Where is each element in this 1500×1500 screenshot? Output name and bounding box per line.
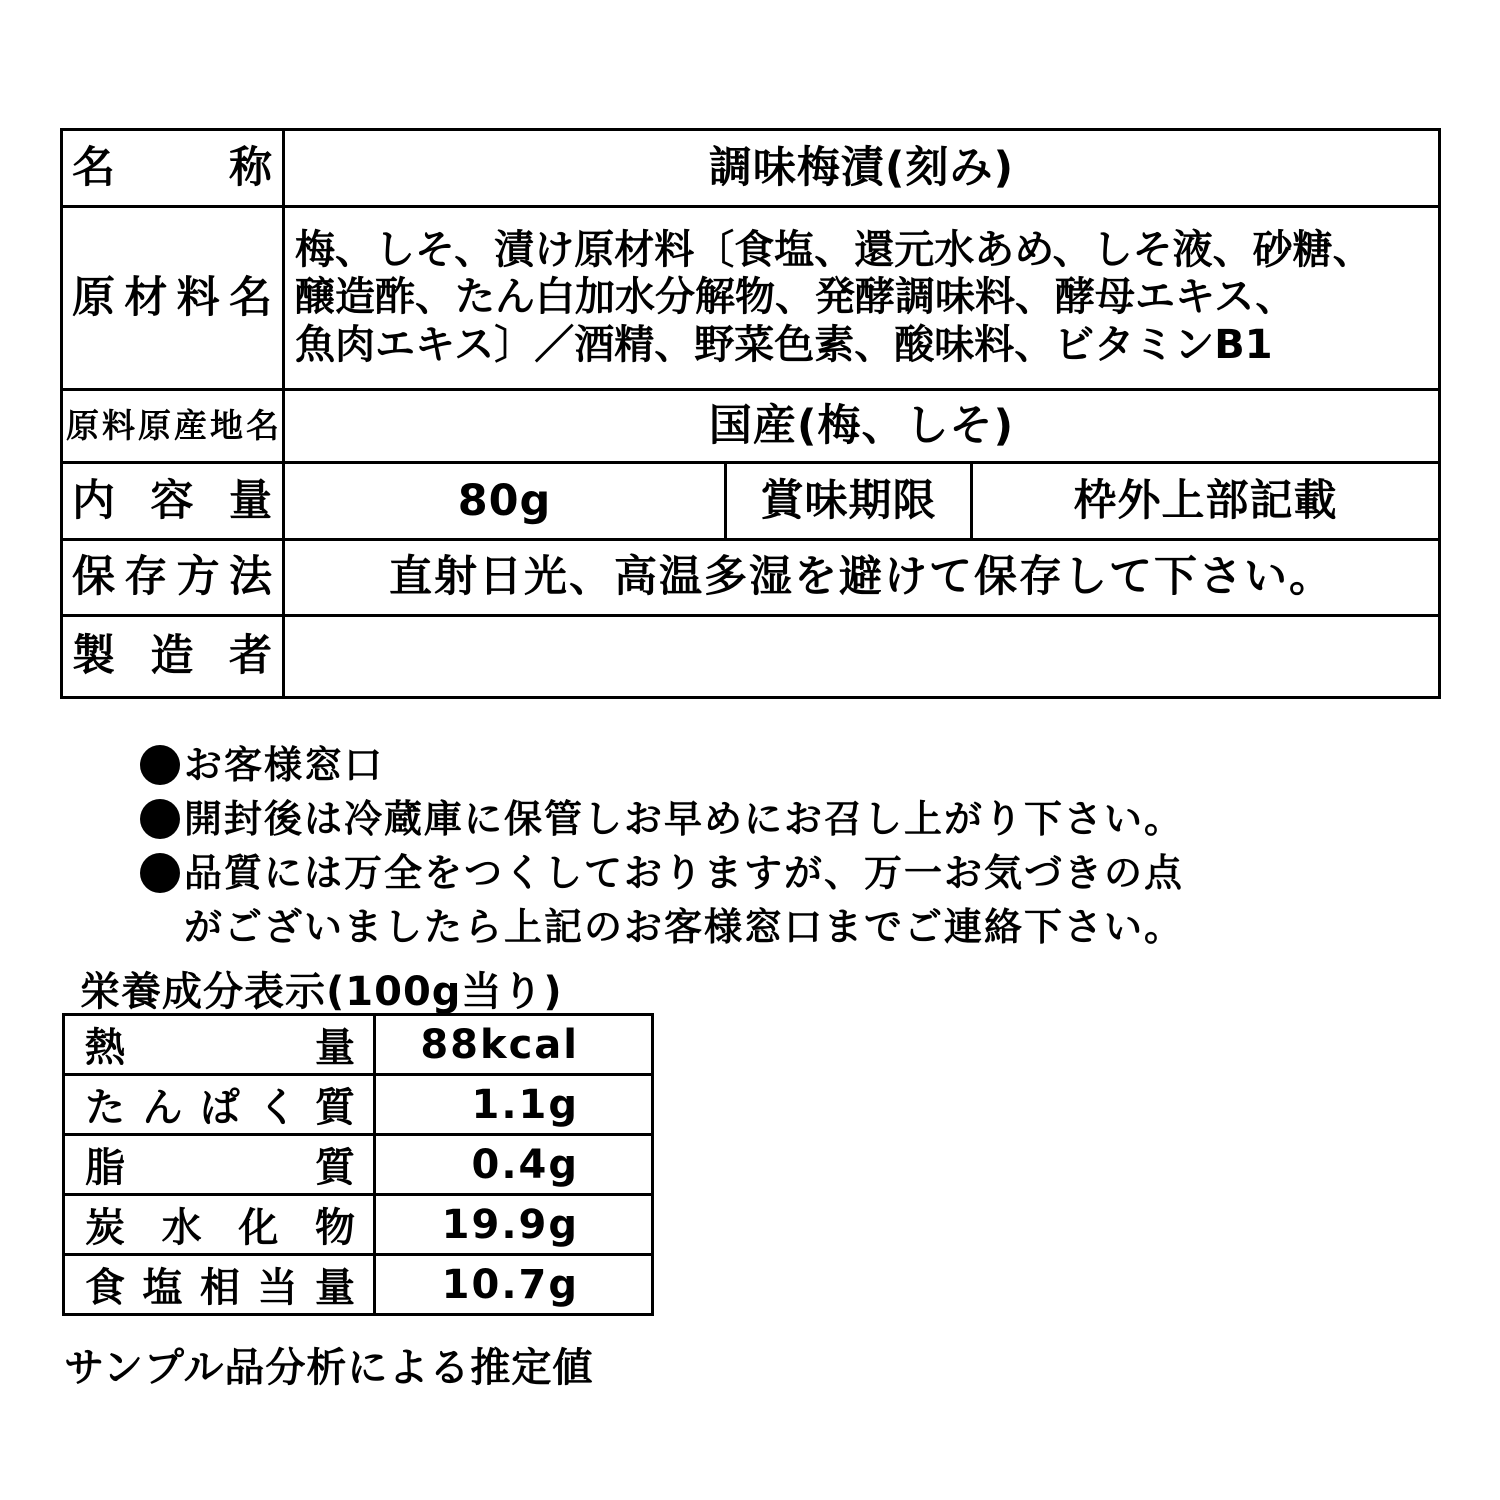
nutrition-value: 88kcal: [375, 1015, 653, 1075]
notes-section: [140, 738, 1430, 954]
origin-label: 原料原産地名: [62, 390, 284, 463]
note-text: 開封後は冷蔵庫に保管しお早めにお召し上がり下さい。: [184, 797, 1185, 841]
note-item: [140, 846, 1430, 900]
indent-spacer: [140, 900, 184, 954]
maker-label: 製造者: [62, 616, 284, 698]
nutrition-label: 食塩相当量: [64, 1255, 375, 1315]
nutrition-table: [62, 1013, 654, 1316]
content-label: 内容量: [62, 463, 284, 540]
nutrition-footnote: サンプル品分析による推定値: [64, 1345, 594, 1391]
name-value: 調味梅漬(刻み): [284, 130, 1440, 207]
nutrition-row: [64, 1135, 653, 1195]
note-item: [140, 738, 1430, 792]
nutrition-value: 1.1g: [375, 1075, 653, 1135]
content-value: 80g: [284, 463, 726, 540]
label-row-ingredients: [62, 207, 1440, 390]
ingredients-line: 魚肉エキス〕／酒精、野菜色素、酸味料、ビタミンB1: [295, 321, 1273, 368]
bullet-icon: [140, 745, 180, 785]
nutrition-title: 栄養成分表示(100g当り): [80, 969, 563, 1015]
name-label: 名 称: [62, 130, 284, 207]
bullet-icon: [140, 853, 180, 893]
note-text: お客様窓口: [184, 743, 385, 787]
label-row-content: [62, 463, 1440, 540]
nutrition-row: [64, 1015, 653, 1075]
ingredients-line: 梅、しそ、漬け原材料〔食塩、還元水あめ、しそ液、砂糖、: [295, 227, 1373, 274]
label-row-name: [62, 130, 1440, 207]
storage-value: 直射日光、高温多湿を避けて保存して下さい。: [284, 540, 1440, 616]
expiry-label: 賞味期限: [726, 463, 972, 540]
nutrition-row: [64, 1075, 653, 1135]
note-item: [140, 792, 1430, 846]
nutrition-value: 10.7g: [375, 1255, 653, 1315]
nutrition-value: 0.4g: [375, 1135, 653, 1195]
expiry-value: 枠外上部記載: [972, 463, 1440, 540]
label-row-origin: [62, 390, 1440, 463]
label-row-maker: [62, 616, 1440, 698]
label-row-storage: [62, 540, 1440, 616]
ingredients-line: 醸造酢、たん白加水分解物、発酵調味料、酵母エキス、: [295, 274, 1296, 321]
nutrition-row: [64, 1195, 653, 1255]
product-label-table: [60, 128, 1441, 699]
ingredients-value: [284, 207, 1440, 390]
storage-label: 保存方法: [62, 540, 284, 616]
nutrition-label: 脂 質: [64, 1135, 375, 1195]
origin-value: 国産(梅、しそ): [284, 390, 1440, 463]
note-continuation: [140, 900, 1430, 954]
nutrition-label: 熱 量: [64, 1015, 375, 1075]
note-text: がございましたら上記のお客様窓口までご連絡下さい。: [184, 905, 1185, 949]
nutrition-value: 19.9g: [375, 1195, 653, 1255]
bullet-icon: [140, 799, 180, 839]
note-text: 品質には万全をつくしておりますが、万一お気づきの点: [184, 851, 1185, 895]
nutrition-label: たんぱく質: [64, 1075, 375, 1135]
ingredients-label: 原材料名: [62, 207, 284, 390]
nutrition-label: 炭水化物: [64, 1195, 375, 1255]
nutrition-row: [64, 1255, 653, 1315]
maker-value: [284, 616, 1440, 698]
